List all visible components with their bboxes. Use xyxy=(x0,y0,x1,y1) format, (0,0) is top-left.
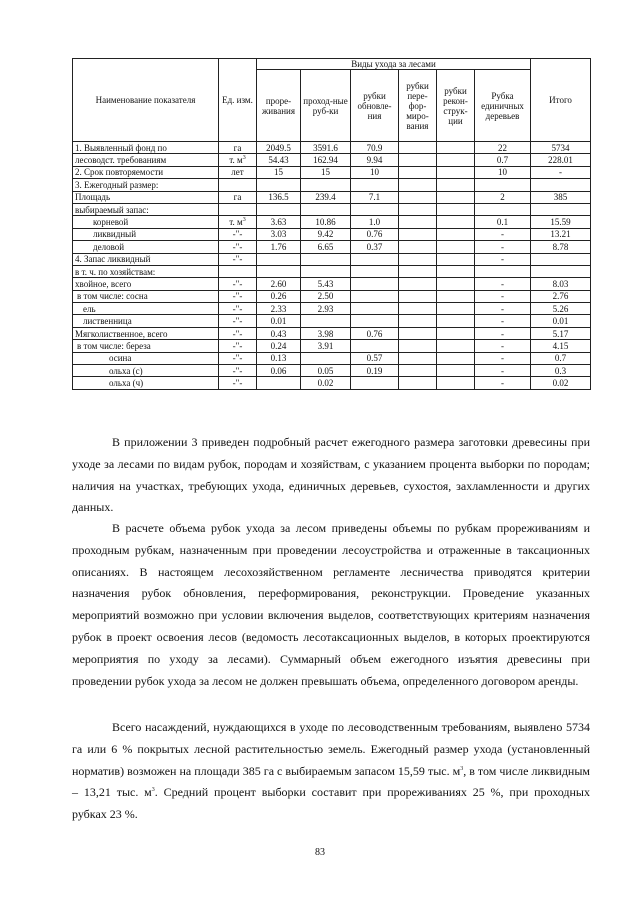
cell-value xyxy=(399,340,437,352)
cell-value xyxy=(437,142,475,154)
cell-value xyxy=(437,203,475,215)
cell-value xyxy=(399,278,437,290)
cell-value: 54.43 xyxy=(257,154,301,166)
cell-value: 0.06 xyxy=(257,365,301,377)
cell-value xyxy=(437,278,475,290)
cell-value: - xyxy=(475,352,531,364)
row-unit xyxy=(219,191,257,203)
table-row xyxy=(73,290,591,302)
table-row xyxy=(73,241,591,253)
cell-value xyxy=(257,203,301,215)
cell-value xyxy=(257,265,301,277)
cell-value: 0.76 xyxy=(351,228,399,240)
row-unit xyxy=(219,290,257,302)
cell-value xyxy=(437,340,475,352)
cell-total: - xyxy=(531,166,591,178)
cell-value xyxy=(399,241,437,253)
row-label: корневой xyxy=(73,216,219,228)
row-label: осина xyxy=(73,352,219,364)
cell-value: 2 xyxy=(475,191,531,203)
cell-value: 7.1 xyxy=(351,191,399,203)
cell-value: 136.5 xyxy=(257,191,301,203)
cell-value: 2.60 xyxy=(257,278,301,290)
row-unit xyxy=(219,315,257,327)
cell-value xyxy=(437,191,475,203)
cell-value xyxy=(351,290,399,302)
table-row xyxy=(73,365,591,377)
unit-text: -"- xyxy=(232,229,243,240)
cell-total xyxy=(531,265,591,277)
cell-value: 0.76 xyxy=(351,327,399,339)
cell-value: - xyxy=(475,327,531,339)
row-unit xyxy=(219,154,257,166)
cell-value xyxy=(399,179,437,191)
cell-value xyxy=(437,241,475,253)
cell-value xyxy=(399,303,437,315)
row-label: 1. Выявленный фонд по xyxy=(73,142,219,154)
cell-value xyxy=(351,265,399,277)
cell-value: 0.24 xyxy=(257,340,301,352)
cell-value: 0.43 xyxy=(257,327,301,339)
cell-value xyxy=(399,142,437,154)
unit-text: т. м xyxy=(229,217,243,228)
cell-value xyxy=(351,278,399,290)
unit-superscript: 3 xyxy=(242,155,246,162)
cell-value xyxy=(399,290,437,302)
unit-text: -"- xyxy=(232,241,243,252)
cell-value: 0.7 xyxy=(475,154,531,166)
cell-value: 9.42 xyxy=(301,228,351,240)
cell-value xyxy=(399,352,437,364)
table-row xyxy=(73,228,591,240)
table-row xyxy=(73,142,591,154)
cell-value: 1.76 xyxy=(257,241,301,253)
header-col-reconstruction: рубки рекон-струк-ции xyxy=(437,70,475,142)
cell-value: 0.02 xyxy=(301,377,351,389)
row-label: лесоводст. требованиям xyxy=(73,154,219,166)
cell-value xyxy=(437,216,475,228)
paragraph-part: Всего насаждений, нуждающихся в уходе по лесоводственным требованиям, выявлено 5734 га или 6 % покрытых лесной растительностью земель. Ежегодный размер ухода (установленный норматив) возможен на площади 385 га с выбираемым запасом 15,59 тыс. м xyxy=(72,720,590,778)
cell-value: 0.19 xyxy=(351,365,399,377)
header-indicator: Наименование показателя xyxy=(73,59,219,142)
paragraph-part: . Средний процент выборки составит при прореживаниях 25 %, при проходных рубках 23 %. xyxy=(72,785,590,822)
cell-value xyxy=(475,265,531,277)
cell-value xyxy=(257,253,301,265)
table-row xyxy=(73,253,591,265)
cell-total: 5.26 xyxy=(531,303,591,315)
row-unit xyxy=(219,203,257,215)
unit-superscript: 3 xyxy=(242,217,246,224)
cell-value xyxy=(301,265,351,277)
cell-value xyxy=(399,315,437,327)
table-row xyxy=(73,340,591,352)
cell-value xyxy=(301,315,351,327)
cell-value xyxy=(351,303,399,315)
cell-value xyxy=(475,203,531,215)
cell-total: 5.17 xyxy=(531,327,591,339)
cell-value xyxy=(437,154,475,166)
table-row xyxy=(73,216,591,228)
cell-value: - xyxy=(475,253,531,265)
row-unit xyxy=(219,340,257,352)
cell-value: 6.65 xyxy=(301,241,351,253)
row-label: ольха (с) xyxy=(73,365,219,377)
row-unit xyxy=(219,142,257,154)
header-col-passage: проход-ные руб-ки xyxy=(301,70,351,142)
table-row xyxy=(73,191,591,203)
row-label: выбираемый запас: xyxy=(73,203,219,215)
table-row xyxy=(73,265,591,277)
cell-value: 0.1 xyxy=(475,216,531,228)
row-label: ликвидный xyxy=(73,228,219,240)
cell-value: - xyxy=(475,241,531,253)
cell-value: 10 xyxy=(351,166,399,178)
cell-value: 5.43 xyxy=(301,278,351,290)
cell-value: - xyxy=(475,303,531,315)
paragraph-2 xyxy=(72,518,590,692)
cell-value xyxy=(437,179,475,191)
cell-value: 1.0 xyxy=(351,216,399,228)
cell-value: 3.91 xyxy=(301,340,351,352)
cell-value: - xyxy=(475,290,531,302)
unit-text: га xyxy=(233,192,242,203)
cell-value xyxy=(301,253,351,265)
row-label: ольха (ч) xyxy=(73,377,219,389)
cell-value: 0.26 xyxy=(257,290,301,302)
cell-value xyxy=(257,377,301,389)
header-total: Итого xyxy=(531,59,591,142)
cell-value: 10 xyxy=(475,166,531,178)
cell-value xyxy=(437,352,475,364)
paragraph-part: , в том числе ликвидным – 13,21 тыс. м xyxy=(72,763,591,800)
cell-value: 3.63 xyxy=(257,216,301,228)
cell-value xyxy=(475,179,531,191)
cell-value xyxy=(437,290,475,302)
row-unit xyxy=(219,241,257,253)
row-unit xyxy=(219,327,257,339)
cell-value: 10.86 xyxy=(301,216,351,228)
cell-value: 239.4 xyxy=(301,191,351,203)
cell-total: 0.3 xyxy=(531,365,591,377)
cell-value: - xyxy=(475,315,531,327)
cell-value xyxy=(399,253,437,265)
page-number: 83 xyxy=(315,847,325,858)
cell-total: 15.59 xyxy=(531,216,591,228)
table-row xyxy=(73,303,591,315)
unit-text: -"- xyxy=(232,340,243,351)
cell-value: 2.93 xyxy=(301,303,351,315)
cell-value xyxy=(399,203,437,215)
unit-text: -"- xyxy=(232,353,243,364)
table-row xyxy=(73,315,591,327)
cell-value xyxy=(437,166,475,178)
cell-value: - xyxy=(475,365,531,377)
cell-value xyxy=(399,154,437,166)
row-unit xyxy=(219,352,257,364)
cell-total: 8.03 xyxy=(531,278,591,290)
row-label: 3. Ежегодный размер: xyxy=(73,179,219,191)
paragraph-text: В приложении 3 приведен подробный расчет ежегодного размера заготовки древесины при уходе за лесами по видам рубок, породам и хозяйствам, с указанием процента выборки по породам; наличия на участках, требующих ухода, единичных деревьев, сухостоя, захламленности и других данных. xyxy=(72,435,590,515)
cell-total: 2.76 xyxy=(531,290,591,302)
cell-total: 8.78 xyxy=(531,241,591,253)
row-label: Мягколиственное, всего xyxy=(73,327,219,339)
cell-value xyxy=(437,253,475,265)
cell-value xyxy=(437,365,475,377)
row-label: ель xyxy=(73,303,219,315)
cell-value: 3.98 xyxy=(301,327,351,339)
unit-text: -"- xyxy=(232,365,243,376)
paragraph-text: В расчете объема рубок ухода за лесом приведены объемы по рубкам прореживаниям и проходным рубкам, назначенным при проведении лесоустройства и отраженные в таксационных описаниях. В настоящем лесохозяйственном регламенте лесничества приводятся критерии назначения рубок обновления, переформирования, реконструкции. Проведение указанных мероприятий возможно при условии включения выделов, соответствующих критериям назначения рубок в проект освоения лесов (ведомость лесотаксационных выделов, в которых проектируются мероприятия по уходу за лесами). Суммарный объем ежегодного изъятия древесины при проведении рубок ухода за лесом не должен превышать объема, определенного договором аренды. xyxy=(72,521,590,688)
unit-text: лет xyxy=(231,167,244,178)
cell-value xyxy=(399,191,437,203)
cell-value xyxy=(301,203,351,215)
cell-value xyxy=(351,179,399,191)
cell-total xyxy=(531,203,591,215)
cell-total: 13.21 xyxy=(531,228,591,240)
superscript: 3 xyxy=(460,765,464,772)
cell-value xyxy=(301,179,351,191)
cell-value: - xyxy=(475,377,531,389)
row-unit xyxy=(219,303,257,315)
cell-value: 0.05 xyxy=(301,365,351,377)
cell-value xyxy=(351,203,399,215)
cell-value: 15 xyxy=(257,166,301,178)
unit-text: -"- xyxy=(232,378,243,389)
unit-text: т. м xyxy=(229,155,243,166)
cell-value: 2049.5 xyxy=(257,142,301,154)
cell-total: 385 xyxy=(531,191,591,203)
header-col-thinning: проре-живания xyxy=(257,70,301,142)
cell-value xyxy=(399,216,437,228)
unit-text: -"- xyxy=(232,254,243,265)
header-group: Виды ухода за лесами xyxy=(257,59,531,70)
cell-value xyxy=(399,265,437,277)
row-label: в т. ч. по хозяйствам: xyxy=(73,265,219,277)
header-col-renewal: рубки обновле-ния xyxy=(351,70,399,142)
cell-value xyxy=(437,315,475,327)
cell-value: 0.57 xyxy=(351,352,399,364)
table-row xyxy=(73,203,591,215)
cell-value: 22 xyxy=(475,142,531,154)
cell-total: 4.15 xyxy=(531,340,591,352)
unit-text: -"- xyxy=(232,316,243,327)
cell-value: 70.9 xyxy=(351,142,399,154)
paragraph-3 xyxy=(72,717,590,826)
cell-total: 228.01 xyxy=(531,154,591,166)
cell-total: 5734 xyxy=(531,142,591,154)
cell-total xyxy=(531,179,591,191)
row-label: 4. Запас ликвидный xyxy=(73,253,219,265)
row-label: 2. Срок повторяемости xyxy=(73,166,219,178)
row-unit xyxy=(219,253,257,265)
row-unit xyxy=(219,216,257,228)
header-col-single-trees: Рубка единичных деревьев xyxy=(475,70,531,142)
row-unit xyxy=(219,179,257,191)
row-unit xyxy=(219,228,257,240)
row-unit xyxy=(219,278,257,290)
cell-value: 3.03 xyxy=(257,228,301,240)
cell-value xyxy=(437,327,475,339)
header-unit: Ед. изм. xyxy=(219,59,257,142)
cell-value xyxy=(399,377,437,389)
paragraph-text xyxy=(72,717,590,826)
cell-value: - xyxy=(475,340,531,352)
cell-value xyxy=(351,377,399,389)
unit-text: -"- xyxy=(232,328,243,339)
table-row xyxy=(73,166,591,178)
cell-value xyxy=(437,228,475,240)
cell-total xyxy=(531,253,591,265)
cell-value xyxy=(399,365,437,377)
cell-value: - xyxy=(475,278,531,290)
cell-value xyxy=(437,377,475,389)
cell-value: 9.94 xyxy=(351,154,399,166)
cell-value xyxy=(399,327,437,339)
header-col-reformation: рубки пере-фор-миро-вания xyxy=(399,70,437,142)
row-unit xyxy=(219,365,257,377)
cell-value xyxy=(351,315,399,327)
unit-text: -"- xyxy=(232,291,243,302)
paragraph-1 xyxy=(72,432,590,519)
cell-total: 0.02 xyxy=(531,377,591,389)
row-label: в том числе: береза xyxy=(73,340,219,352)
cell-value xyxy=(399,228,437,240)
cell-value: 15 xyxy=(301,166,351,178)
forest-care-table xyxy=(72,58,591,390)
cell-value: - xyxy=(475,228,531,240)
cell-value: 162.94 xyxy=(301,154,351,166)
table-row xyxy=(73,278,591,290)
cell-value xyxy=(351,253,399,265)
cell-value: 2.33 xyxy=(257,303,301,315)
cell-value: 3591.6 xyxy=(301,142,351,154)
unit-text: -"- xyxy=(232,278,243,289)
unit-text: га xyxy=(233,142,242,153)
table-row xyxy=(73,154,591,166)
row-label: деловой xyxy=(73,241,219,253)
table-row xyxy=(73,352,591,364)
table-row xyxy=(73,179,591,191)
cell-total: 0.7 xyxy=(531,352,591,364)
row-label: хвойное, всего xyxy=(73,278,219,290)
row-label: в том числе: сосна xyxy=(73,290,219,302)
cell-value xyxy=(257,179,301,191)
superscript: 3 xyxy=(151,787,155,794)
cell-value xyxy=(437,303,475,315)
cell-value xyxy=(437,265,475,277)
cell-value: 2.50 xyxy=(301,290,351,302)
table-row xyxy=(73,327,591,339)
row-unit xyxy=(219,166,257,178)
cell-value: 0.37 xyxy=(351,241,399,253)
cell-value xyxy=(351,340,399,352)
cell-value: 0.01 xyxy=(257,315,301,327)
cell-value: 0.13 xyxy=(257,352,301,364)
row-label: Площадь xyxy=(73,191,219,203)
row-unit xyxy=(219,377,257,389)
cell-total: 0.01 xyxy=(531,315,591,327)
row-label: лиственница xyxy=(73,315,219,327)
cell-value xyxy=(301,352,351,364)
unit-text: -"- xyxy=(232,303,243,314)
cell-value xyxy=(399,166,437,178)
row-unit xyxy=(219,265,257,277)
table-row xyxy=(73,377,591,389)
table-body xyxy=(73,142,591,390)
